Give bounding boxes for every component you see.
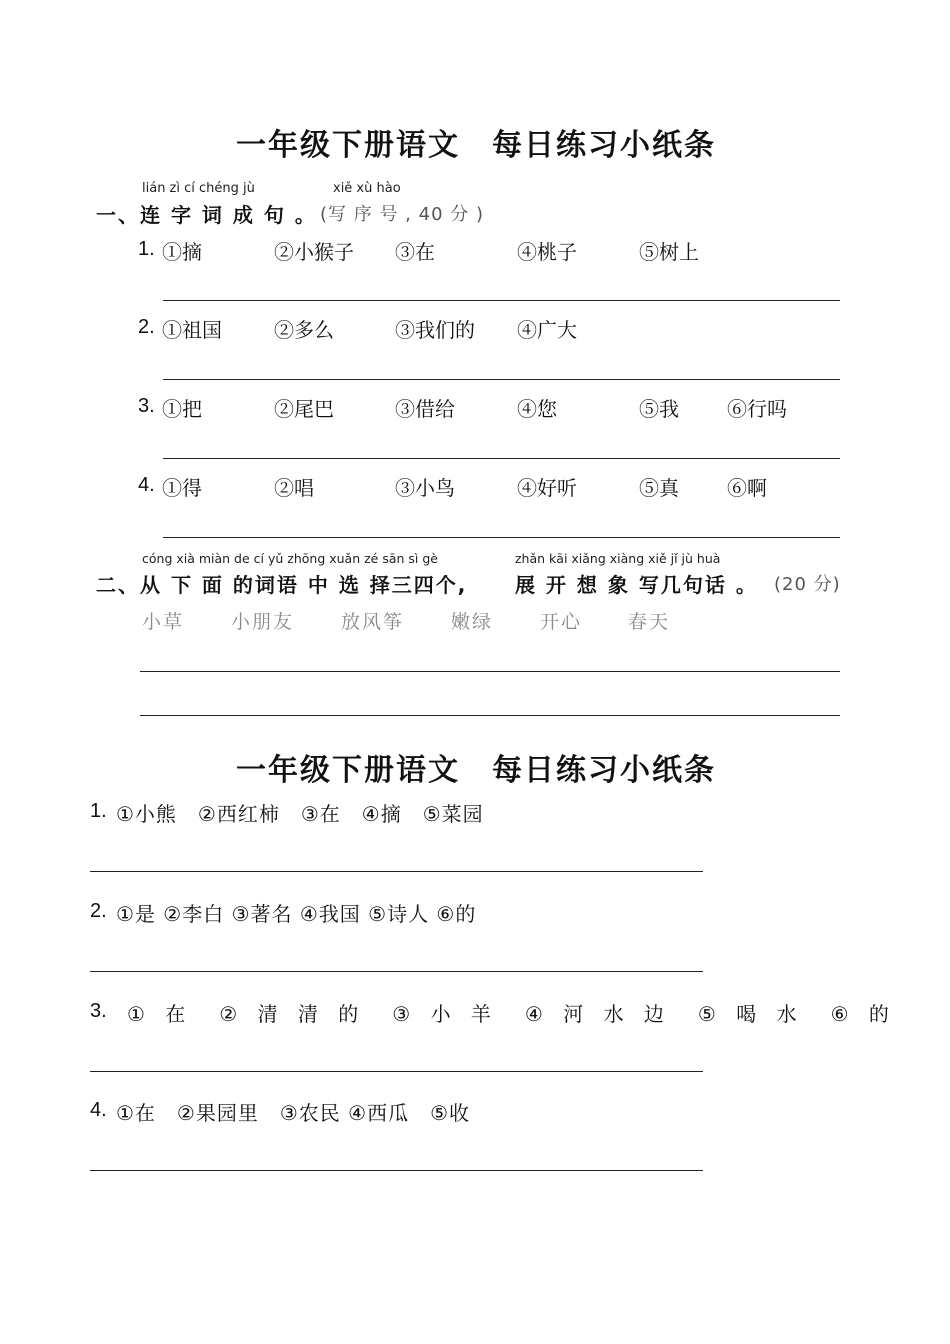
word-bank-item: 嫩绿 <box>451 611 494 633</box>
question-options: ① 在 ② 清 清 的 ③ 小 羊 ④ 河 水 边 ⑤ 喝 水 ⑥ 的 <box>127 1002 896 1026</box>
question-number: 1. <box>138 238 155 260</box>
answer-line[interactable] <box>163 379 840 380</box>
word-bank-item: 春天 <box>628 611 671 633</box>
option: ③借给 <box>395 397 455 421</box>
option: ⑤树上 <box>639 240 699 264</box>
question-number: 2. <box>138 316 155 338</box>
option: ②多么 <box>274 318 334 342</box>
question-number: 3. <box>90 1000 107 1022</box>
option: ③我们的 <box>395 318 475 342</box>
option: ⑥行吗 <box>727 397 787 421</box>
answer-line[interactable] <box>90 871 703 872</box>
section2-score-note: (20 分) <box>774 574 841 595</box>
question-number: 4. <box>138 474 155 496</box>
page-title: 一年级下册语文 每日练习小纸条 <box>236 753 716 788</box>
answer-line[interactable] <box>90 1071 703 1072</box>
question-options: ①小熊 ②西红柿 ③在 ④摘 ⑤菜园 <box>116 802 484 826</box>
writing-line[interactable] <box>140 715 840 716</box>
section2-pinyin-tail: zhǎn kāi xiǎng xiàng xiě jǐ jù huà <box>515 551 721 566</box>
answer-line[interactable] <box>163 300 840 301</box>
question-number: 4. <box>90 1099 107 1121</box>
question-options: ①是 ②李白 ③著名 ④我国 ⑤诗人 ⑥的 <box>116 902 477 926</box>
option: ⑤我 <box>639 397 679 421</box>
option: ④广大 <box>517 318 577 342</box>
option: ④您 <box>517 397 557 421</box>
section2-pinyin: cóng xià miàn de cí yǔ zhōng xuǎn zé sān sì gè <box>142 551 438 566</box>
word-bank-item: 开心 <box>540 611 583 633</box>
word-bank-item: 小朋友 <box>231 611 295 633</box>
answer-line[interactable] <box>90 971 703 972</box>
section2-heading: 二、从 下 面 的词语 中 选 择三四个, <box>96 573 468 597</box>
section1-pinyin: lián zì cí chéng jù <box>142 181 255 196</box>
question-number: 2. <box>90 900 107 922</box>
option: ⑤真 <box>639 476 679 500</box>
page-title: 一年级下册语文 每日练习小纸条 <box>236 128 716 163</box>
option: ④桃子 <box>517 240 577 264</box>
word-bank-item: 小草 <box>142 611 185 633</box>
section2-heading-tail: 展 开 想 象 写几句话 。 <box>515 573 758 597</box>
option: ③小鸟 <box>395 476 455 500</box>
section1-score-note: (写 序 号 , 40 分 ) <box>320 204 485 225</box>
option: ④好听 <box>517 476 577 500</box>
option: ①得 <box>162 476 202 500</box>
section1-pinyin-note: xiě xù hào <box>333 181 401 196</box>
option: ②小猴子 <box>274 240 354 264</box>
option: ②尾巴 <box>274 397 334 421</box>
question-options: ①在 ②果园里 ③农民 ④西瓜 ⑤收 <box>116 1101 471 1125</box>
question-number: 3. <box>138 395 155 417</box>
option: ⑥啊 <box>727 476 767 500</box>
answer-line[interactable] <box>163 537 840 538</box>
answer-line[interactable] <box>163 458 840 459</box>
word-bank-item: 放风筝 <box>341 611 405 633</box>
option: ②唱 <box>274 476 314 500</box>
question-number: 1. <box>90 800 107 822</box>
option: ①祖国 <box>162 318 222 342</box>
answer-line[interactable] <box>90 1170 703 1171</box>
section1-heading: 一、连 字 词 成 句 。 <box>96 203 317 227</box>
option: ①摘 <box>162 240 202 264</box>
option: ③在 <box>395 240 435 264</box>
writing-line[interactable] <box>140 671 840 672</box>
option: ①把 <box>162 397 202 421</box>
